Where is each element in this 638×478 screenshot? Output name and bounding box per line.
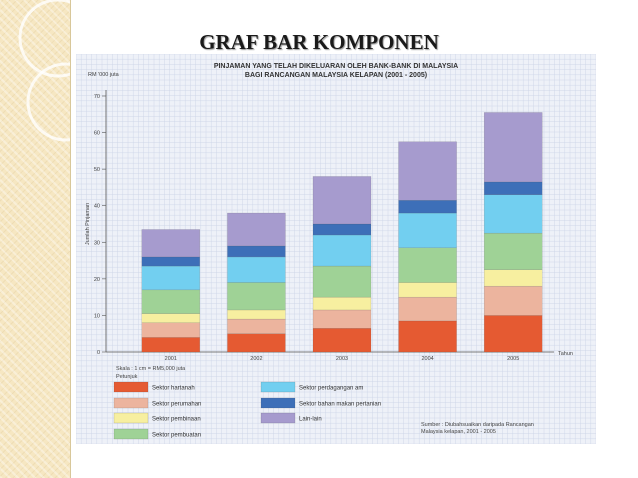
legend-swatch-6: [261, 398, 295, 408]
chart-title: PINJAMAN YANG TELAH DIKELUARAN OLEH BANK-BANK DI MALAYSIA: [213, 63, 459, 70]
y-axis-unit: RM '000 juta: [88, 72, 119, 78]
bar-segment-2003-2: [313, 310, 371, 328]
bar-segment-2003-7: [313, 176, 371, 224]
bar-segment-2005-2: [484, 286, 542, 315]
legend-swatch-1: [114, 382, 148, 392]
y-tick-label: 50: [93, 167, 100, 174]
x-tick-label: 2002: [250, 356, 263, 362]
y-tick-label: 40: [93, 203, 100, 210]
source-note-line-2: Malaysia kelapan, 2001 - 2005: [421, 429, 496, 435]
bar-segment-2002-4: [227, 283, 285, 310]
x-axis-label: Tahun: [558, 351, 573, 357]
bar-segment-2004-4: [399, 248, 457, 283]
legend-label-1: Sektor hartanah: [152, 385, 195, 392]
legend-label-5: Sektor perdagangan am: [299, 385, 364, 392]
bar-segment-2002-7: [227, 213, 285, 246]
bar-segment-2001-4: [142, 290, 200, 314]
bar-segment-2004-7: [399, 142, 457, 201]
bar-segment-2005-7: [484, 112, 542, 181]
bar-segment-2004-6: [399, 200, 457, 213]
bar-segment-2001-1: [142, 337, 200, 352]
y-tick-label: 0: [96, 350, 100, 356]
bar-segment-2003-3: [313, 297, 371, 310]
bar-segment-2004-2: [399, 297, 457, 321]
stacked-bar-chart: [76, 54, 596, 444]
bar-segment-2005-3: [484, 270, 542, 286]
bar-segment-2002-1: [227, 334, 285, 352]
legend-label-4: Sektor pembuatan: [152, 432, 202, 439]
bar-segment-2001-5: [142, 266, 200, 290]
y-tick-label: 70: [93, 94, 100, 100]
bar-segment-2003-1: [313, 328, 371, 352]
legend-swatch-3: [114, 413, 148, 423]
bar-segment-2002-6: [227, 246, 285, 257]
bar-segment-2002-3: [227, 310, 285, 319]
chart-svg: [76, 54, 596, 444]
legend-swatch-5: [261, 382, 295, 392]
decorative-side-panel: [0, 0, 71, 478]
bar-segment-2001-2: [142, 323, 200, 338]
legend-label-6: Sektor bahan makan pertanian: [299, 401, 382, 408]
y-tick-label: 20: [93, 276, 100, 283]
y-tick-label: 60: [93, 130, 100, 137]
legend-label-7: Lain-lain: [299, 416, 322, 423]
chart-subtitle: BAGI RANCANGAN MALAYSIA KELAPAN (2001 - 2005): [244, 72, 428, 79]
scale-note: Skala : 1 cm = RM5,000 juta: [116, 366, 186, 372]
x-tick-label: 2003: [335, 356, 349, 362]
bar-segment-2005-4: [484, 233, 542, 270]
bar-segment-2001-3: [142, 314, 200, 323]
legend-swatch-7: [261, 413, 295, 423]
bar-segment-2005-5: [484, 195, 542, 233]
bar-segment-2001-6: [142, 257, 200, 266]
bar-segment-2001-7: [142, 229, 200, 256]
decorative-circles: [0, 0, 70, 478]
source-note-line-1: Sumber : Diubahsuaikan daripada Rancangan: [421, 422, 534, 428]
y-tick-label: 10: [93, 313, 100, 320]
x-tick-label: 2005: [507, 356, 520, 362]
legend-label-2: Sektor perumahan: [152, 401, 202, 408]
legend-label-3: Sektor pembinaan: [152, 416, 201, 423]
legend-swatch-4: [114, 429, 148, 439]
bar-segment-2005-6: [484, 182, 542, 195]
legend-swatch-2: [114, 398, 148, 408]
bar-segment-2003-6: [313, 224, 371, 235]
chart-image: [76, 54, 596, 444]
bar-segment-2002-2: [227, 319, 285, 334]
y-axis-label: Jumlah Pinjaman: [85, 202, 91, 246]
bar-segment-2004-1: [399, 321, 457, 352]
bar-segment-2002-5: [227, 257, 285, 283]
y-tick-label: 30: [93, 240, 100, 247]
bar-segment-2005-1: [484, 315, 542, 352]
bar-segment-2004-3: [399, 283, 457, 298]
bar-segment-2004-5: [399, 213, 457, 248]
legend-title: Petunjuk: [116, 374, 138, 380]
bar-segment-2003-4: [313, 266, 371, 297]
x-tick-label: 2001: [164, 356, 177, 362]
bar-segment-2003-5: [313, 235, 371, 266]
x-tick-label: 2004: [421, 356, 434, 362]
slide-title: GRAF BAR KOMPONEN: [199, 30, 439, 54]
